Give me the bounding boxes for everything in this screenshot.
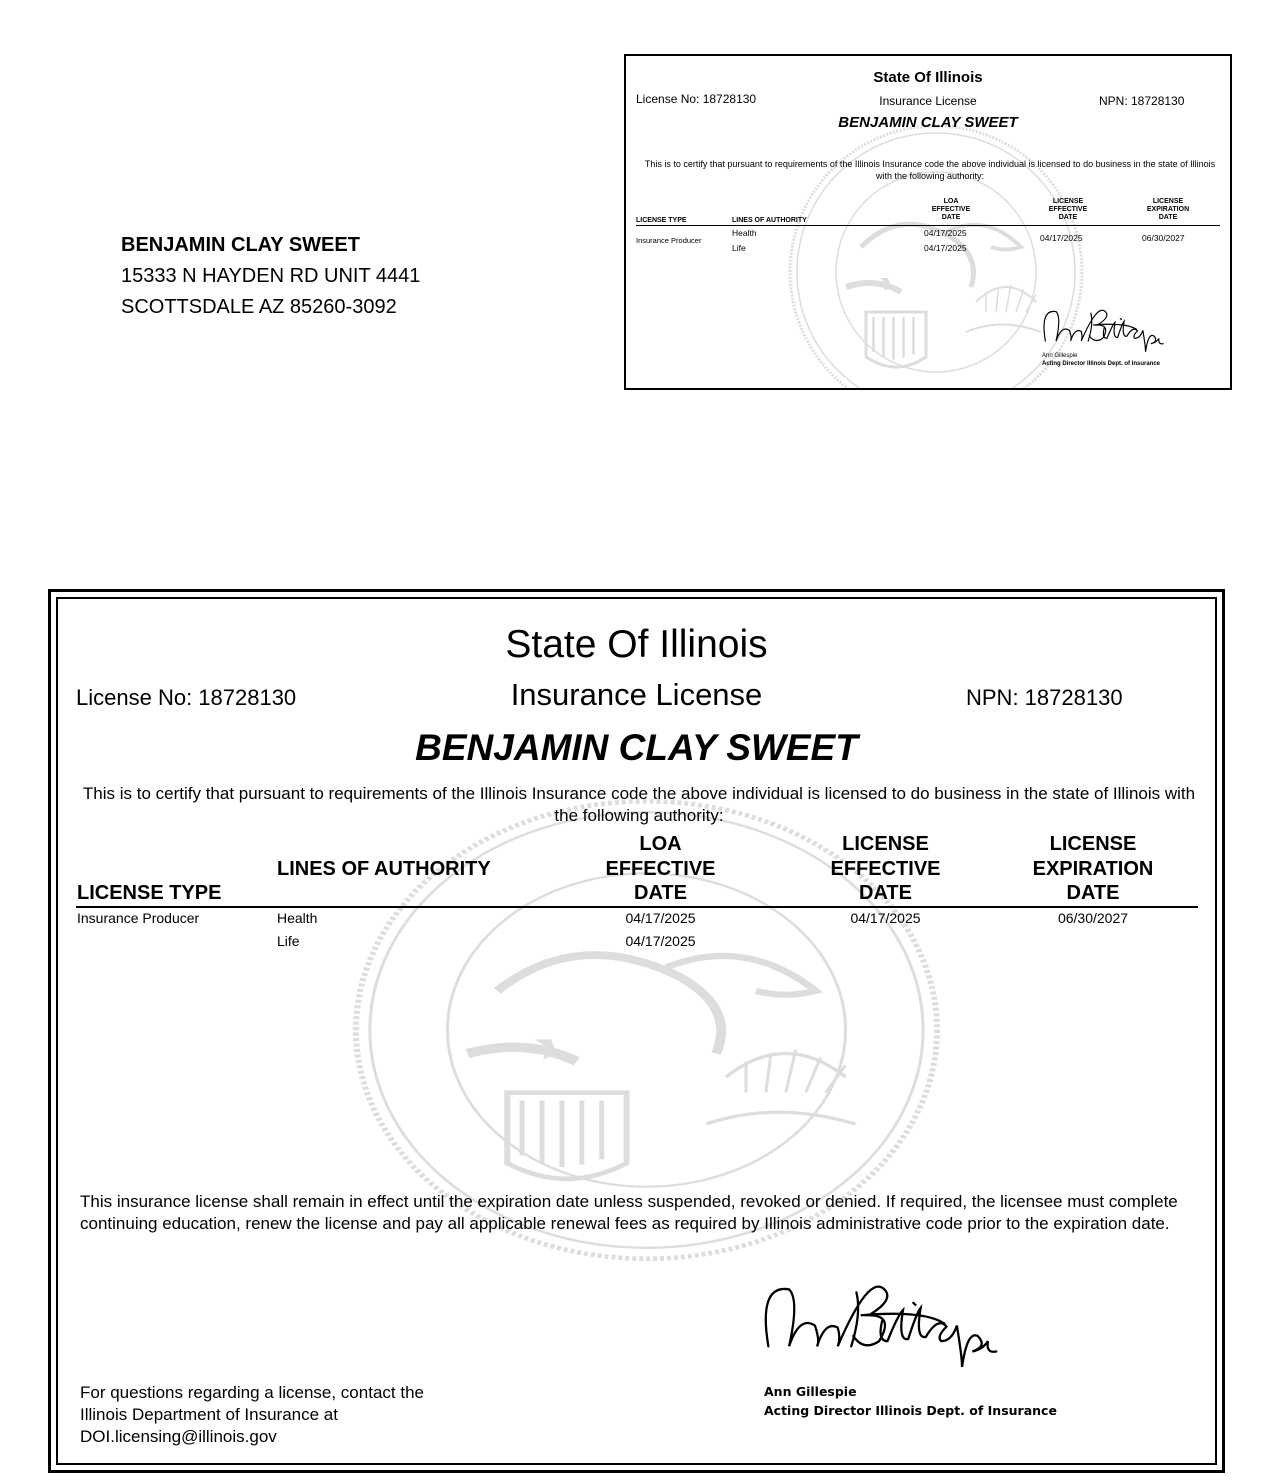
signatory-name: Ann Gillespie: [764, 1384, 857, 1399]
cell-license-type: Insurance Producer: [77, 910, 200, 926]
header-divider: [76, 906, 1198, 908]
state-title: State Of Illinois: [505, 623, 768, 666]
cell-loa-effective: 04/17/2025: [625, 910, 696, 926]
card-npn: NPN: 18728130: [1099, 94, 1185, 108]
header-license-type: LICENSE TYPE: [77, 882, 222, 904]
cell-loa: Life: [277, 933, 300, 949]
card-license-no: License No: 18728130: [636, 92, 757, 106]
contact-line: Illinois Department of Insurance at: [80, 1405, 338, 1424]
validity-notice: This insurance license shall remain in effect until the expiration date unless suspended, revoked or denied. If required, the licensee must complete continuing education, renew the license and pay all applicable renewal fees as required by Illinois administrative code prior to the expiration date.: [80, 1192, 1178, 1233]
card-holder-name: BENJAMIN CLAY SWEET: [838, 114, 1018, 131]
card-cell-loa-effective: 04/17/2025: [924, 243, 967, 253]
mailing-address: [121, 230, 420, 323]
card-state-title: State Of Illinois: [873, 69, 983, 86]
card-header-license-effective: LICENSE EFFECTIVE DATE: [1048, 198, 1088, 221]
card-license-title: Insurance License: [879, 94, 977, 108]
recipient-name: BENJAMIN CLAY SWEET: [121, 234, 360, 256]
card-signatory-title: Acting Director Illinois Dept. of Insurance: [1042, 361, 1161, 367]
contact-line: For questions regarding a license, contact the: [80, 1383, 424, 1402]
card-certify-text: This is to certify that pursuant to requirements of the Illinois Insurance code the above individual is licensed to do business in the state of Illinois with the following authority:: [644, 159, 1216, 181]
wallet-card: [624, 54, 1232, 390]
header-lines-of-authority: LINES OF AUTHORITY: [277, 858, 491, 880]
signature-icon: [1040, 306, 1190, 352]
address-line-2: SCOTTSDALE AZ 85260-3092: [121, 296, 397, 318]
card-header-license-type: LICENSE TYPE: [636, 217, 687, 224]
card-header-loa-effective: LOA EFFECTIVE DATE: [931, 198, 971, 221]
card-header-license-expiration: LICENSE EXPIRATION DATE: [1146, 198, 1190, 221]
card-header-divider: [636, 225, 1220, 226]
signature-icon: [758, 1275, 1048, 1371]
contact-email-link[interactable]: DOI.licensing@illinois.gov: [80, 1427, 277, 1446]
cell-license-effective: 04/17/2025: [850, 910, 921, 926]
header-license-effective: LICENSE EFFECTIVE DATE: [830, 833, 941, 904]
card-cell-loa: Health: [732, 228, 757, 238]
card-signatory-name: Ann Gillespie: [1042, 353, 1078, 359]
card-signatory: [1042, 352, 1160, 368]
signatory: [764, 1382, 1057, 1420]
license-certificate: [48, 589, 1225, 1473]
signatory-title: Acting Director Illinois Dept. of Insurance: [764, 1403, 1057, 1418]
address-line-1: 15333 N HAYDEN RD UNIT 4441: [121, 265, 421, 287]
certificate-inner-border: [56, 597, 1217, 1465]
cell-loa-effective: 04/17/2025: [625, 933, 696, 949]
holder-name: BENJAMIN CLAY SWEET: [415, 727, 858, 768]
card-cell-license-effective: 04/17/2025: [1040, 233, 1083, 243]
header-loa-effective: LOA EFFECTIVE DATE: [605, 833, 716, 904]
cell-loa: Health: [277, 910, 318, 926]
cell-license-expiration: 06/30/2027: [1057, 910, 1129, 926]
card-cell-license-expiration: 06/30/2027: [1142, 233, 1185, 243]
card-cell-license-type: Insurance Producer: [636, 236, 702, 245]
header-license-expiration: LICENSE EXPIRATION DATE: [1032, 833, 1154, 904]
card-cell-loa: Life: [732, 243, 746, 253]
card-header-loa: LINES OF AUTHORITY: [732, 217, 807, 224]
license-number: License No: 18728130: [76, 685, 297, 710]
license-title: Insurance License: [510, 677, 763, 712]
contact-info: [80, 1382, 500, 1448]
npn-number: NPN: 18728130: [966, 685, 1123, 710]
certify-text: This is to certify that pursuant to requirements of the Illinois Insurance code the above individual is licensed to do business in the state of Illinois with the following authority:: [82, 784, 1196, 825]
card-cell-loa-effective: 04/17/2025: [924, 228, 967, 238]
